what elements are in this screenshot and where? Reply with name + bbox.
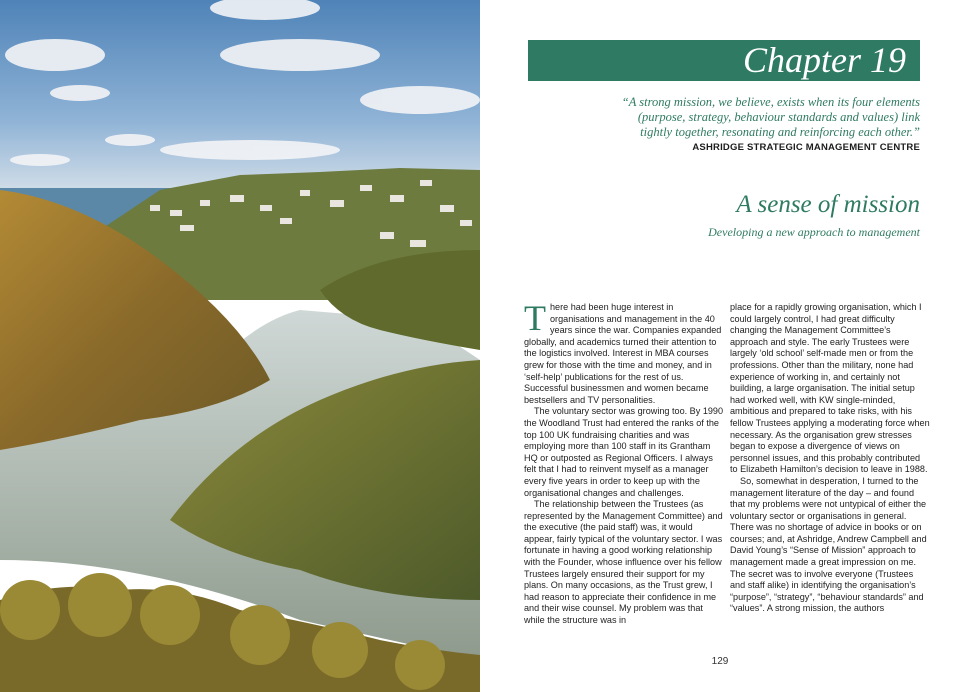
paragraph: The relationship between the Trustees (as represented by the Management Committee) and the executive (the paid staff) was, it would appear, fairly typical of the voluntary sector. I was fortunate in having a good working relationship with the Founder, whose influence over his fellow Trustees largely ensured their support for my plans. On many occasions, as the Trust grew, I had reason to appreciate their confidence in me and their wise counsel. My problem was that while the structure was in: [524, 499, 723, 626]
drop-cap: T: [524, 298, 546, 338]
text-column-left: [524, 298, 724, 627]
section-title: A sense of mission: [736, 191, 920, 218]
paragraph: place for a rapidly growing organisation, which I could largely control, I had great difficulty changing the Management Committee’s approach and style. The early Trustees were largely ‘old school’ self-made men or from the professions. Other than the military, none had experience of working in, and certainly not building, a large organisation. The initial setup had worked well, with KW single-minded, ambitious and prepared to take risks, with his fellow Trustees applying a moderating force when necessary. As the organisation grew stresses began to expose a divergence of views on personnel issues, and this probably contributed to Elizabeth Hamilton’s decision to leave in 1988.: [730, 302, 930, 475]
paragraph: The voluntary sector was growing too. By 1990 the Woodland Trust had entered the ranks of the top 100 UK fundraising charities and was employing more than 100 staff in its Grantham HQ or outposted as Regional Officers. I always felt that I had to reinvent myself as a manager every five years in order to keep up with the organisational changes and challenges.: [524, 406, 724, 498]
epigraph-line: “A strong mission, we believe, exists when its four elements: [621, 95, 920, 109]
epigraph-line: (purpose, strategy, behaviour standards and values) link: [637, 110, 920, 124]
epigraph-source: ASHRIDGE STRATEGIC MANAGEMENT CENTRE: [692, 142, 920, 153]
chapter-heading: Chapter 19: [528, 40, 920, 81]
section-subtitle: Developing a new approach to management: [708, 225, 920, 239]
page-number: 129: [711, 656, 729, 667]
paragraph: There had been huge interest in organisations and management in the 40 years since the war. Companies expanded globally, and academics turned their attention to the logistics involved. Interest in MBA courses grew for those with the time and money, and in ‘self-help’ publications for the rest of us. Successful businessmen and women became bestsellers and TV personalities.: [524, 298, 722, 405]
text-column-right: [730, 302, 930, 615]
text-page: [480, 0, 960, 692]
epigraph-quote: [580, 95, 920, 140]
paragraph: So, somewhat in desperation, I turned to the management literature of the day – and found that my problems were not untypical of either the voluntary sector or organisations in general. There was no shortage of advice in books or on courses; and, at Ashridge, Andrew Campbell and David Young’s “Sense of Mission” approach to management made a great impression on me. The secret was to involve everyone (Trustees and staff alike) in identifying the organisation’s “purpose”, “strategy”, “behaviour standards” and “values”. A strong mission, the authors: [730, 475, 927, 614]
epigraph-line: tightly together, resonating and reinforcing each other.”: [640, 125, 920, 139]
